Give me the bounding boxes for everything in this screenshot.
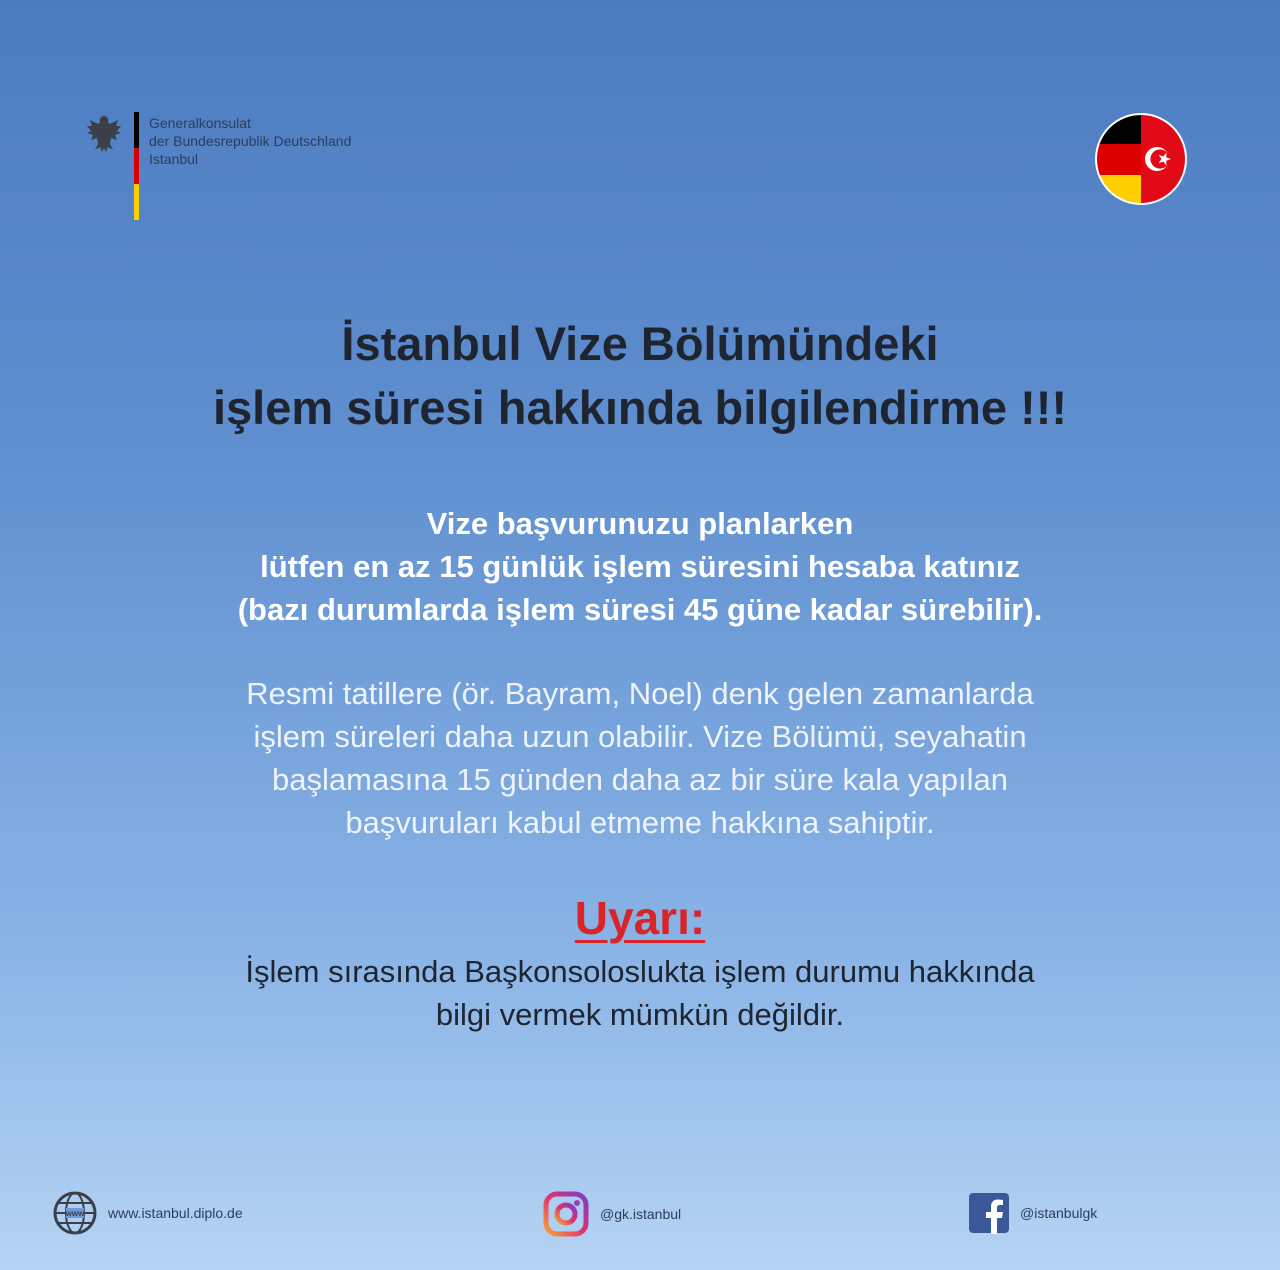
logo-line-1: Generalkonsulat (149, 115, 251, 131)
notice-line-2: lütfen en az 15 günlük işlem süresini hesaba katınız (260, 549, 1020, 584)
footer-website[interactable] (52, 1190, 243, 1236)
logo-line-3: Istanbul (149, 151, 199, 167)
germany-turkey-flag-icon (1094, 112, 1188, 206)
consulate-logo (84, 112, 351, 220)
holiday-info (0, 672, 1280, 844)
notice-line-1: Vize başvurunuzu planlarken (426, 506, 854, 541)
warning-title: Uyarı: (574, 892, 706, 944)
notice-line-3: (bazı durumlarda işlem süresi 45 güne kadar sürebilir). (237, 592, 1043, 627)
warning-line-2: bilgi vermek mümkün değildir. (435, 997, 845, 1032)
title-line-1: İstanbul Vize Bölümündeki (341, 317, 939, 370)
website-label: www.istanbul.diplo.de (108, 1205, 243, 1221)
info-line-3: başlamasına 15 günden daha az bir süre kala yapılan (272, 762, 1008, 797)
globe-icon (52, 1190, 98, 1236)
logo-line-2: der Bundesrepublik Deutschland (149, 133, 352, 149)
instagram-label: @gk.istanbul (600, 1206, 682, 1222)
svg-text:www: www (65, 1209, 85, 1218)
footer-facebook[interactable] (968, 1192, 1097, 1234)
info-line-4: başvuruları kabul etmeme hakkına sahiptir. (345, 805, 935, 840)
title-line-2: işlem süresi hakkında bilgilendirme !!! (212, 381, 1068, 434)
instagram-icon (542, 1190, 590, 1238)
facebook-icon (968, 1192, 1010, 1234)
warning-heading (0, 890, 1280, 946)
footer-instagram[interactable] (542, 1190, 681, 1238)
info-line-2: işlem süreleri daha uzun olabilir. Vize Bölümü, seyahatin (253, 719, 1027, 754)
federal-eagle-icon (84, 112, 124, 156)
processing-time-notice (0, 502, 1280, 631)
page-title (0, 312, 1280, 440)
consulate-name (149, 114, 351, 168)
info-line-1: Resmi tatillere (ör. Bayram, Noel) denk gelen zamanlarda (246, 676, 1034, 711)
german-flag-bar (134, 112, 139, 220)
warning-line-1: İşlem sırasında Başkonsoloslukta işlem durumu hakkında (245, 954, 1035, 989)
facebook-label: @istanbulgk (1020, 1205, 1098, 1221)
warning-text (0, 950, 1280, 1036)
